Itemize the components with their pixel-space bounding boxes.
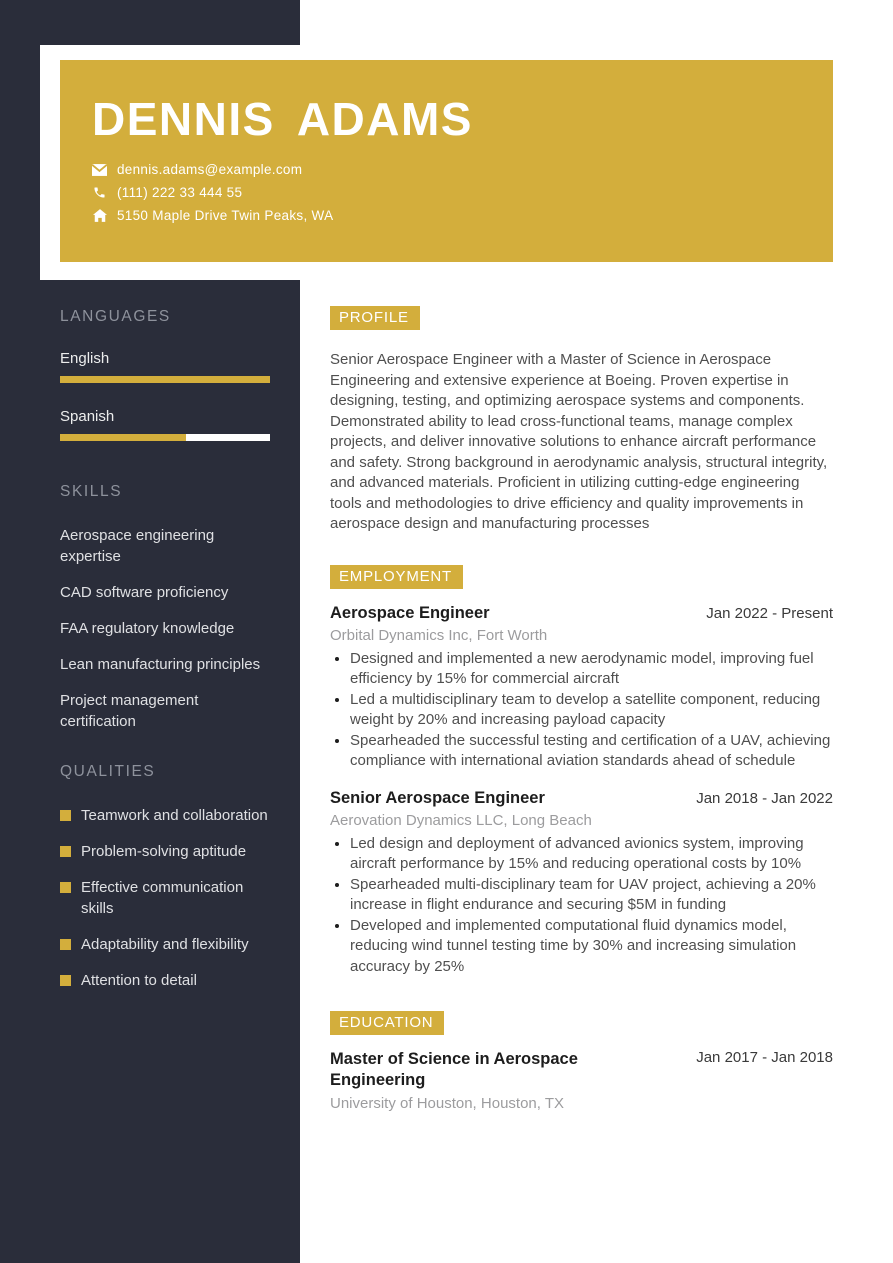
job-dates: Jan 2018 - Jan 2022 <box>696 789 833 807</box>
skill-item: Project management certification <box>60 692 199 730</box>
quality-item <box>60 934 272 955</box>
qualities-section-title: QUALITIES <box>60 763 156 780</box>
square-bullet-icon <box>60 810 71 821</box>
skill-item: CAD software proficiency <box>60 584 229 601</box>
home-icon <box>92 208 107 223</box>
contact-phone-row <box>92 185 803 201</box>
language-level-fill <box>60 376 270 383</box>
header-banner <box>60 60 833 262</box>
job-bullet-list <box>330 834 833 978</box>
quality-text: Problem-solving aptitude <box>81 843 247 860</box>
language-name: Spanish <box>60 408 115 425</box>
quality-text: Adaptability and flexibility <box>81 936 249 953</box>
job-bullet: • Led a multidisciplinary team to develop a satellite component, reducing weight by 20% and increasing payload capacity <box>350 690 833 731</box>
education-dates: Jan 2017 - Jan 2018 <box>696 1049 833 1066</box>
contact-phone-text: (111) 222 33 444 55 <box>117 185 243 201</box>
language-level-bar <box>60 376 270 383</box>
quality-text: Effective communication skills <box>81 879 244 917</box>
skill-item: Lean manufacturing principles <box>60 656 261 673</box>
language-name: English <box>60 350 110 367</box>
email-icon <box>92 162 107 177</box>
job-company: Aerovation Dynamics LLC, Long Beach <box>330 811 592 829</box>
job-role: Aerospace Engineer <box>330 603 490 622</box>
main-content <box>330 306 833 1112</box>
first-name: DENNIS <box>92 93 275 145</box>
last-name: ADAMS <box>296 93 473 145</box>
languages-section-title: LANGUAGES <box>60 308 171 325</box>
quality-item <box>60 970 272 991</box>
skill-item: Aerospace engineering expertise <box>60 527 215 565</box>
sidebar <box>60 297 272 1006</box>
square-bullet-icon <box>60 939 71 950</box>
job-company: Orbital Dynamics Inc, Fort Worth <box>330 626 548 644</box>
job-bullet: • Designed and implemented a new aerodynamic model, improving fuel efficiency by 15% for commercial aircraft <box>350 649 833 690</box>
skills-section-title: SKILLS <box>60 483 123 500</box>
language-level-bar <box>60 434 270 441</box>
square-bullet-icon <box>60 975 71 986</box>
job-header <box>330 788 833 809</box>
education-header <box>330 1049 833 1091</box>
contact-email-row <box>92 162 803 178</box>
language-level-fill <box>60 434 186 441</box>
quality-item <box>60 877 272 919</box>
education-section-badge: EDUCATION <box>330 1011 444 1035</box>
education-degree: Master of Science in Aerospace Engineering <box>330 1050 578 1089</box>
job-entry <box>330 603 833 772</box>
job-header <box>330 603 833 624</box>
job-bullet: • Spearheaded multi-disciplinary team for UAV project, achieving a 20% increase in flight endurance and securing $5M in funding <box>350 875 833 916</box>
education-school: University of Houston, Houston, TX <box>330 1095 564 1112</box>
square-bullet-icon <box>60 846 71 857</box>
job-bullet: • Led design and deployment of advanced avionics system, improving aircraft performance by 15% and reducing operational costs by 10% <box>350 834 833 875</box>
quality-item <box>60 805 272 826</box>
profile-section-badge: PROFILE <box>330 306 420 330</box>
quality-item <box>60 841 272 862</box>
job-dates: Jan 2022 - Present <box>706 604 833 622</box>
quality-text: Attention to detail <box>81 972 197 989</box>
contact-email-text: dennis.adams@example.com <box>117 162 303 178</box>
job-bullet: • Spearheaded the successful testing and certification of a UAV, achieving compliance with international aviation standards ahead of schedule <box>350 731 833 772</box>
job-bullet-list <box>330 649 833 772</box>
square-bullet-icon <box>60 882 71 893</box>
person-name <box>92 94 803 145</box>
contact-list <box>92 162 803 224</box>
language-item-spanish <box>60 408 272 441</box>
contact-address-text: 5150 Maple Drive Twin Peaks, WA <box>117 208 334 224</box>
phone-icon <box>92 185 107 200</box>
quality-text: Teamwork and collaboration <box>81 807 268 824</box>
profile-summary: Senior Aerospace Engineer with a Master of Science in Aerospace Engineering and extensive experience at Boeing. Proven expertise in designing, testing, and optimizing aerospace systems and components. Demonstrated ability to lead cross-functional teams, manage complex projects, and deliver innovative solutions to enhance aircraft performance and safety. Strong background in aerodynamic analysis, structural integrity, and advanced materials. Proficient in utilizing cutting-edge engineering tools and methodologies to drive efficiency and quality improvements in aerospace design and manufacturing processes <box>330 351 828 532</box>
employment-section-badge: EMPLOYMENT <box>330 565 463 589</box>
education-entry <box>330 1049 833 1112</box>
job-role: Senior Aerospace Engineer <box>330 788 545 807</box>
job-entry <box>330 788 833 978</box>
language-item-english <box>60 350 272 383</box>
skill-item: FAA regulatory knowledge <box>60 620 235 637</box>
job-bullet: • Developed and implemented computational fluid dynamics model, reducing wind tunnel testing time by 30% and increasing simulation accuracy by 25% <box>350 916 833 978</box>
contact-address-row <box>92 208 803 224</box>
